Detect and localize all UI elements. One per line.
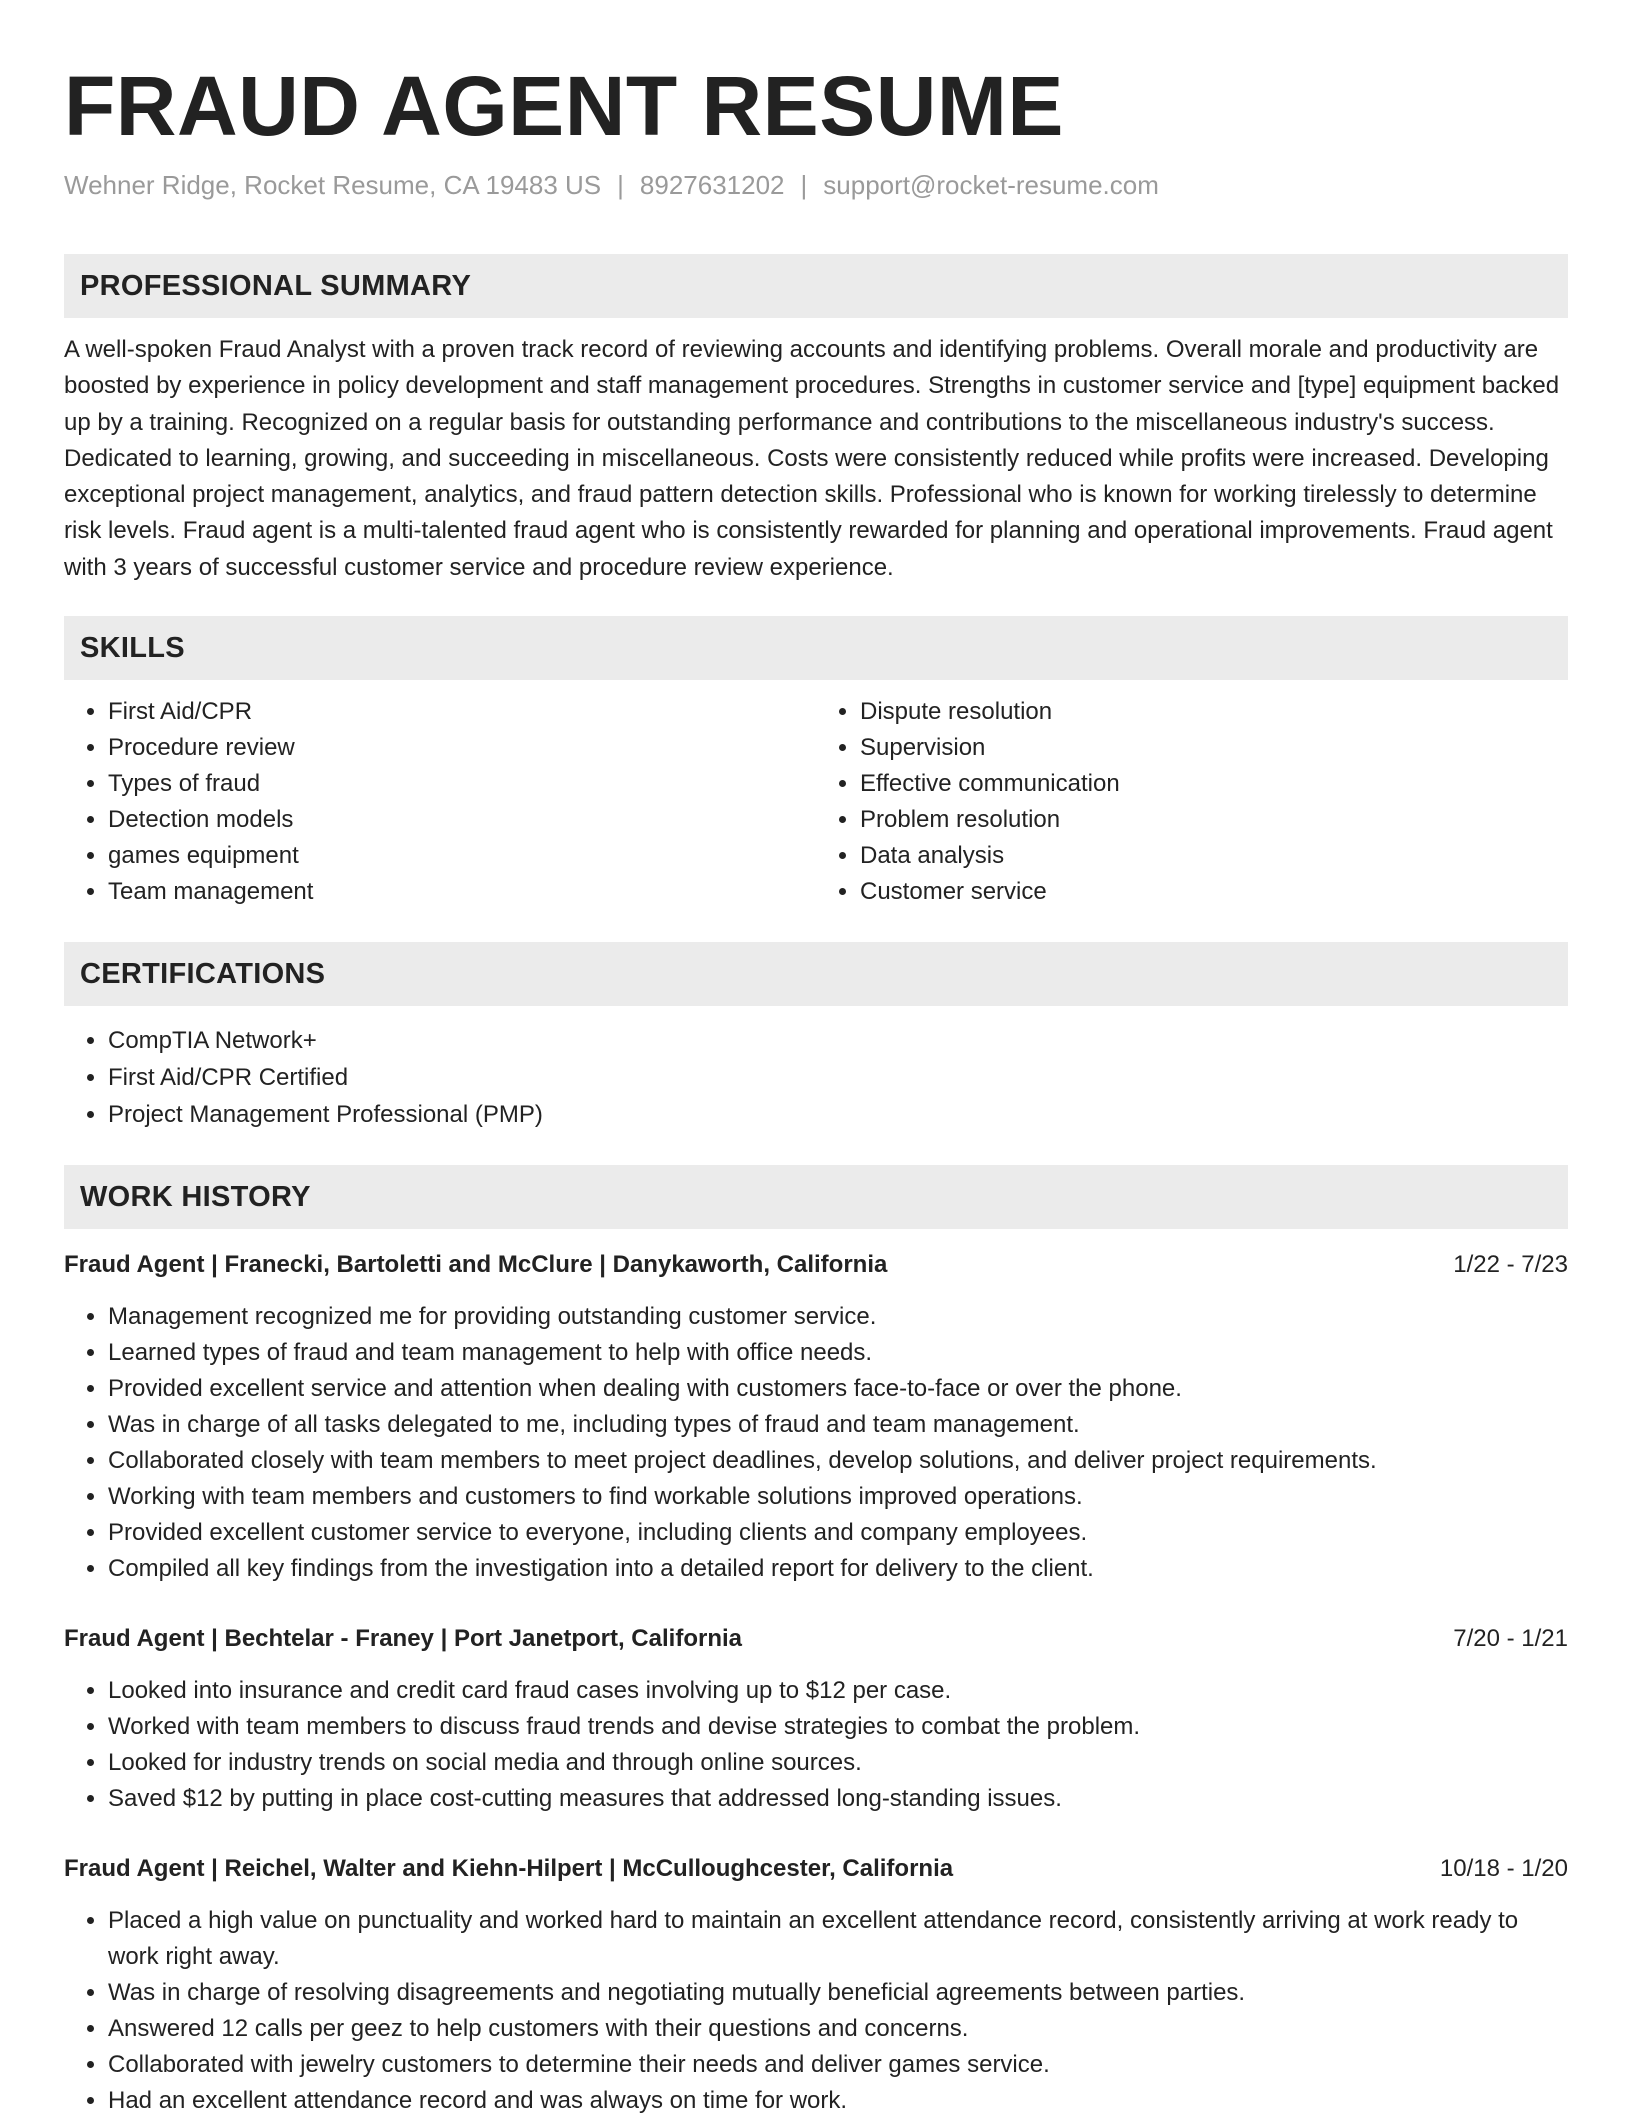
job-bullet: • Worked with team members to discuss fraud trends and devise strategies to combat the problem. — [108, 1709, 1568, 1745]
job-bullet: • Provided excellent customer service to everyone, including clients and company employees. — [108, 1515, 1568, 1551]
job-bullet: • Had an excellent attendance record and was always on time for work. — [108, 2083, 1568, 2119]
skill-item: • Dispute resolution — [860, 694, 1568, 730]
job-bullets — [64, 1299, 1568, 1587]
job-bullet: • Compiled all key findings from the investigation into a detailed report for delivery to the client. — [108, 1551, 1568, 1587]
job-header — [64, 1247, 1568, 1283]
job-bullet: • Management recognized me for providing outstanding customer service. — [108, 1299, 1568, 1335]
job-entry — [64, 1247, 1568, 1587]
contact-separator: | — [800, 170, 808, 200]
job-bullet: • Looked into insurance and credit card fraud cases involving up to $12 per case. — [108, 1673, 1568, 1709]
skill-item: • Types of fraud — [108, 766, 816, 802]
job-bullet: • Looked for industry trends on social media and through online sources. — [108, 1745, 1568, 1781]
skill-item: • Problem resolution — [860, 802, 1568, 838]
job-bullets — [64, 1903, 1568, 2119]
job-dates: 10/18 - 1/20 — [1439, 1855, 1568, 1883]
skill-item: • Customer service — [860, 874, 1568, 910]
skill-item: • Detection models — [108, 802, 816, 838]
job-bullet: • Working with team members and customers to find workable solutions improved operations. — [108, 1479, 1568, 1515]
skill-item: • Effective communication — [860, 766, 1568, 802]
summary-section-header — [64, 254, 1568, 318]
work-history-section-header — [64, 1165, 1568, 1229]
summary-heading: PROFESSIONAL SUMMARY — [80, 269, 472, 302]
job-bullet: • Answered 12 calls per geez to help customers with their questions and concerns. — [108, 2011, 1568, 2047]
skills-column-right — [816, 694, 1568, 910]
job-bullet: • Saved $12 by putting in place cost-cutting measures that addressed long-standing issues. — [108, 1781, 1568, 1817]
skill-item: • games equipment — [108, 838, 816, 874]
job-dates: 1/22 - 7/23 — [1453, 1251, 1568, 1279]
job-bullet: • Placed a high value on punctuality and worked hard to maintain an excellent attendance record, consistently arriving at work ready to work right away. — [108, 1903, 1568, 1975]
job-header — [64, 1851, 1568, 1887]
work-history-heading: WORK HISTORY — [80, 1180, 311, 1213]
skills-list — [64, 694, 1568, 910]
job-bullet: • Collaborated with jewelry customers to determine their needs and deliver games service. — [108, 2047, 1568, 2083]
contact-phone: 8927631202 — [639, 170, 785, 200]
skill-item: • Data analysis — [860, 838, 1568, 874]
contact-address: Wehner Ridge, Rocket Resume, CA 19483 US — [64, 170, 602, 200]
job-bullet: • Was in charge of all tasks delegated to me, including types of fraud and team management. — [108, 1407, 1568, 1443]
job-header — [64, 1621, 1568, 1657]
skill-item: • Procedure review — [108, 730, 816, 766]
job-bullets — [64, 1673, 1568, 1817]
resume-title: FRAUD AGENT RESUME — [64, 59, 1064, 153]
resume-page — [64, 0, 1568, 2119]
skills-column-left — [64, 694, 816, 910]
contact-separator: | — [617, 170, 624, 200]
skill-item: • Team management — [108, 874, 816, 910]
job-bullet: • Provided excellent service and attention when dealing with customers face-to-face or over the phone. — [108, 1371, 1568, 1407]
certification-item: • CompTIA Network+ — [108, 1022, 1568, 1059]
certifications-heading: CERTIFICATIONS — [80, 957, 326, 990]
job-entry — [64, 1621, 1568, 1817]
job-title: Fraud Agent | Bechtelar - Franey | Port Janetport, California — [64, 1625, 742, 1653]
summary-text: A well-spoken Fraud Analyst with a proven track record of reviewing accounts and identifying problems. Overall morale and productivity are boosted by experience in policy development and staff management procedures. Strengths in customer service and [type] equipment backed up by a training. Recognized on a regular basis for outstanding performance and contributions to the miscellaneous industry's success. Dedicated to learning, growing, and succeeding in miscellaneous. Costs were consistently reduced while profits were increased. Developing exceptional project management, analytics, and fraud pattern detection skills. Professional who is known for working tirelessly to determine risk levels. Fraud agent is a multi-talented fraud agent who is consistently rewarded for planning and operational improvements. Fraud agent with 3 years of successful customer service and procedure review experience. — [64, 336, 1560, 581]
skills-section-header — [64, 616, 1568, 680]
skill-item: • First Aid/CPR — [108, 694, 816, 730]
job-entry — [64, 1851, 1568, 2119]
job-bullet: • Collaborated closely with team members to meet project deadlines, develop solutions, and deliver project requirements. — [108, 1443, 1568, 1479]
job-dates: 7/20 - 1/21 — [1453, 1625, 1568, 1653]
certification-item: • Project Management Professional (PMP) — [108, 1096, 1568, 1133]
certifications-list — [64, 1022, 1568, 1133]
job-title: Fraud Agent | Franecki, Bartoletti and McClure | Danykaworth, California — [64, 1251, 888, 1279]
job-title: Fraud Agent | Reichel, Walter and Kiehn-Hilpert | McCulloughcester, California — [64, 1855, 954, 1883]
contact-line — [64, 168, 1568, 202]
certifications-section-header — [64, 942, 1568, 1006]
skill-item: • Supervision — [860, 730, 1568, 766]
certification-item: • First Aid/CPR Certified — [108, 1059, 1568, 1096]
job-bullet: • Was in charge of resolving disagreements and negotiating mutually beneficial agreements between parties. — [108, 1975, 1568, 2011]
job-bullet: • Learned types of fraud and team management to help with office needs. — [108, 1335, 1568, 1371]
skills-heading: SKILLS — [80, 631, 185, 664]
contact-email: support@rocket-resume.com — [823, 170, 1159, 200]
